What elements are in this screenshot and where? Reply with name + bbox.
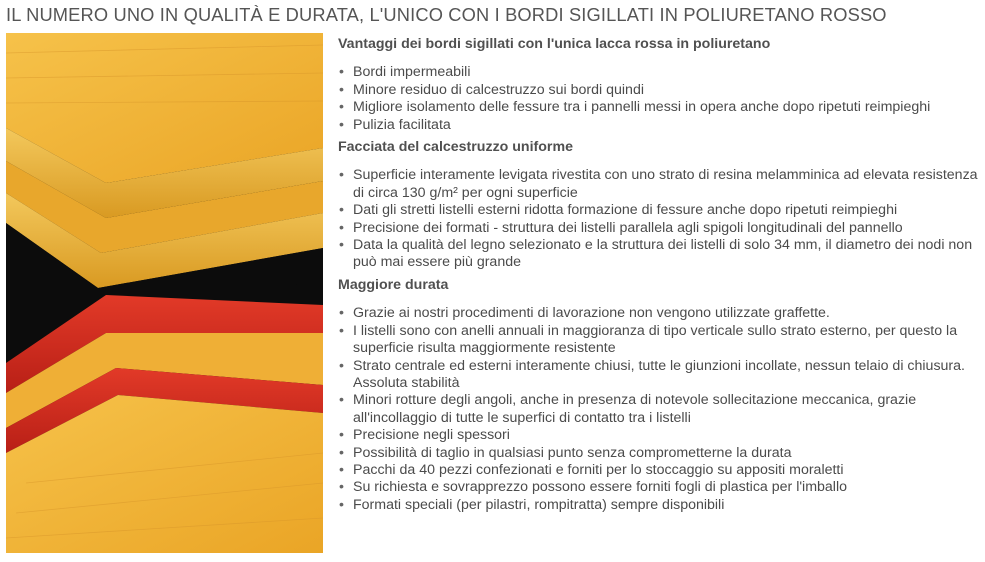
list-item: • Precisione dei formati - struttura dei listelli parallela agli spigoli longitudinali del pannello: [338, 220, 983, 237]
formwork-panels-photo: [6, 33, 323, 553]
list-item: • Bordi impermeabili: [338, 64, 983, 81]
bullet-list-facciata: [338, 167, 983, 271]
list-item: • Formati speciali (per pilastri, rompitratta) sempre disponibili: [338, 497, 983, 514]
list-item: • Precisione negli spessori: [338, 427, 983, 444]
section-heading-durata: Maggiore durata: [338, 276, 449, 293]
list-item: • I listelli sono con anelli annuali in maggioranza di tipo verticale sullo strato esterno, per questo la superficie risulta maggiormente resistente: [338, 323, 983, 358]
list-item: • Minore residuo di calcestruzzo sui bordi quindi: [338, 82, 983, 99]
list-item: • Pulizia facilitata: [338, 117, 983, 134]
list-item: • Minori rotture degli angoli, anche in presenza di notevole sollecitazione meccanica, grazie all'incollaggio di tutte le superfici di contatto tra i listelli: [338, 392, 983, 427]
list-item: • Superficie interamente levigata rivestita con uno strato di resina melamminica ad elevata resistenza di circa 130 g/m² per ogni superficie: [338, 167, 983, 202]
list-item: • Migliore isolamento delle fessure tra i pannelli messi in opera anche dopo ripetuti reimpieghi: [338, 99, 983, 116]
list-item: • Grazie ai nostri procedimenti di lavorazione non vengono utilizzate graffette.: [338, 305, 983, 322]
bullet-list-durata: [338, 305, 983, 514]
list-item: • Strato centrale ed esterni interamente chiusi, tutte le giunzioni incollate, nessun telaio di chiusura. Assoluta stabilità: [338, 358, 983, 393]
list-item: • Data la qualità del legno selezionato e la struttura dei listelli di solo 34 mm, il diametro dei nodi non può mai essere più grande: [338, 237, 983, 272]
page-title: IL NUMERO UNO IN QUALITÀ E DURATA, L'UNICO CON I BORDI SIGILLATI IN POLIURETANO ROSSO: [6, 4, 887, 25]
list-item: • Possibilità di taglio in qualsiasi punto senza comprometterne la durata: [338, 445, 983, 462]
section-heading-bordi: Vantaggi dei bordi sigillati con l'unica lacca rossa in poliuretano: [338, 36, 771, 52]
bullet-list-bordi: [338, 64, 983, 134]
list-item: • Pacchi da 40 pezzi confezionati e forniti per lo stoccaggio su appositi moraletti: [338, 462, 983, 479]
list-item: • Dati gli stretti listelli esterni ridotta formazione di fessure anche dopo ripetuti reimpieghi: [338, 202, 983, 219]
section-heading-facciata: Facciata del calcestruzzo uniforme: [338, 139, 573, 156]
list-item: • Su richiesta e sovrapprezzo possono essere forniti fogli di plastica per l'imballo: [338, 479, 983, 496]
content-column: [338, 36, 983, 519]
